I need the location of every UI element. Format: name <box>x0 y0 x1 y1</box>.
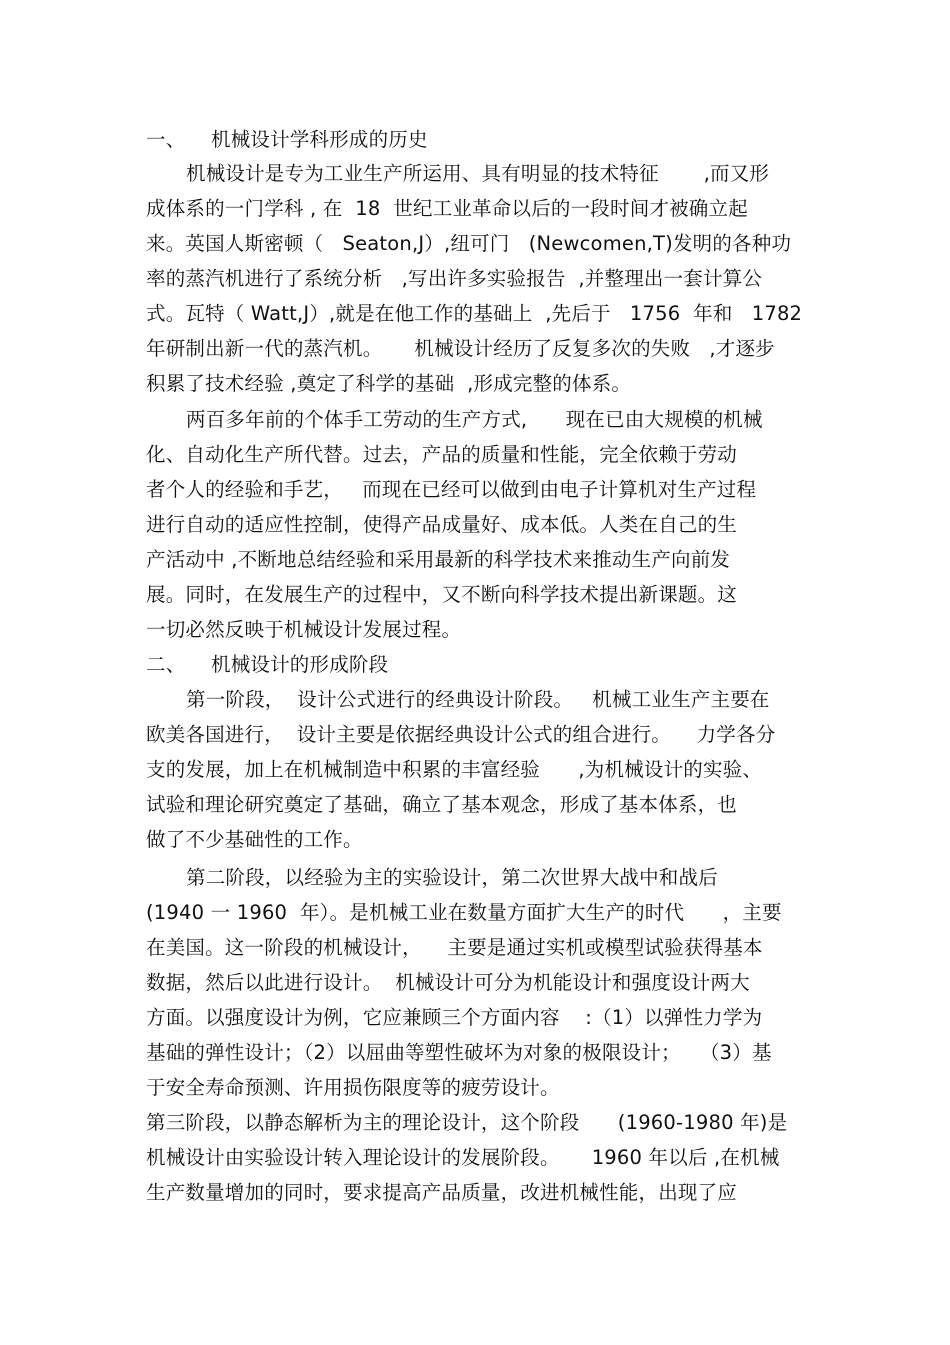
paragraph-line: 第二阶段，以经验为主的实验设计，第二次世界大战中和战后 <box>186 866 718 889</box>
paragraph-line: 展。同时，在发展生产的过程中，又不断向科学技术提出新课题。这 <box>146 583 738 606</box>
paragraph-line: 者个人的经验和手艺， 而现在已经可以做到由电子计算机对生产过程 <box>146 478 757 501</box>
section-heading-2: 二、 机械设计的形成阶段 <box>146 653 389 676</box>
paragraph-line: 于安全寿命预测、许用损伤限度等的疲劳设计。 <box>146 1076 560 1099</box>
paragraph-line: 基础的弹性设计；（2）以屈曲等塑性破坏为对象的极限设计； （3）基 <box>146 1041 772 1064</box>
paragraph-line: 机械设计由实验设计转入理论设计的发展阶段。 1960 年以后 ,在机械 <box>146 1146 780 1169</box>
paragraph-line: 产活动中 ,不断地总结经验和采用最新的科学技术来推动生产向前发 <box>146 548 731 571</box>
paragraph-line: 支的发展，加上在机械制造中积累的丰富经验 ,为机械设计的实验、 <box>146 758 763 781</box>
paragraph-line: 试验和理论研究奠定了基础，确立了基本观念，形成了基本体系，也 <box>146 793 738 816</box>
paragraph-line: 数据，然后以此进行设计。 机械设计可分为机能设计和强度设计两大 <box>146 971 750 994</box>
paragraph-line: 化、自动化生产所代替。过去，产品的质量和性能，完全依赖于劳动 <box>146 443 738 466</box>
paragraph-line: (1940 一 1960 年）。是机械工业在数量方面扩大生产的时代 ，主要 <box>146 901 782 924</box>
paragraph-line: 第三阶段，以静态解析为主的理论设计，这个阶段 (1960-1980 年)是 <box>146 1111 788 1134</box>
paragraph-line: 成体系的一门学科 , 在 18 世纪工业革命以后的一段时间才被确立起 <box>146 197 748 220</box>
paragraph-line: 两百多年前的个体手工劳动的生产方式, 现在已由大规模的机械 <box>186 408 763 431</box>
paragraph-line: 第一阶段， 设计公式进行的经典设计阶段。 机械工业生产主要在 <box>186 688 770 711</box>
paragraph-line: 式。瓦特（ Watt,J）,就是在他工作的基础上 ,先后于 1756 年和 1782 <box>146 302 803 325</box>
paragraph-line: 方面。以强度设计为例，它应兼顾三个方面内容 :（1）以弹性力学为 <box>146 1006 763 1029</box>
paragraph-line: 来。英国人斯密顿（ Seaton,J）,纽可门 (Newcomen,T)发明的各种功 <box>146 232 792 255</box>
paragraph-line: 做了不少基础性的工作。 <box>146 828 363 851</box>
paragraph-line: 年研制出新一代的蒸汽机。 机械设计经历了反复多次的失败 ,才逐步 <box>146 337 775 360</box>
section-heading-1: 一、 机械设计学科形成的历史 <box>146 128 428 151</box>
paragraph-line: 积累了技术经验 ,奠定了科学的基础 ,形成完整的体系。 <box>146 372 632 395</box>
paragraph-line: 欧美各国进行， 设计主要是依据经典设计公式的组合进行。 力学各分 <box>146 723 776 746</box>
paragraph-line: 生产数量增加的同时，要求提高产品质量，改进机械性能，出现了应 <box>146 1181 738 1204</box>
paragraph-line: 一切必然反映于机械设计发展过程。 <box>146 618 462 641</box>
paragraph-line: 率的蒸汽机进行了系统分析 ,写出许多实验报告 ,并整理出一套计算公 <box>146 267 763 290</box>
paragraph-line: 机械设计是专为工业生产所运用、具有明显的技术特征 ,而又形 <box>186 162 770 185</box>
paragraph-line: 进行自动的适应性控制，使得产品成量好、成本低。人类在自己的生 <box>146 513 738 536</box>
paragraph-line: 在美国。这一阶段的机械设计， 主要是通过实机或模型试验获得基本 <box>146 936 763 959</box>
